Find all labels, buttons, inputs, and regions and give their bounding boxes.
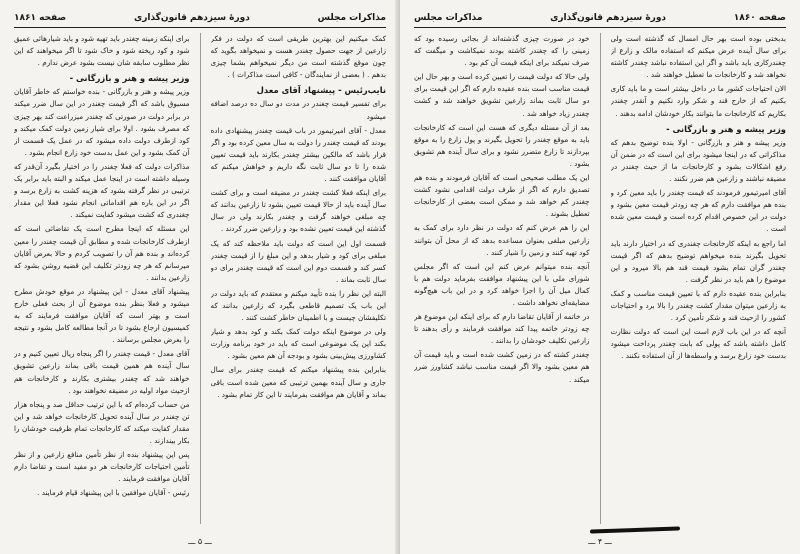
right-session-title: دورهٔ سیزدهم قانون‌گذاری — [550, 13, 667, 23]
paragraph: البته این نظر را بنده تأیید میکنم و معتقدم که باید دولت در این باب یک تصمیم قاطعی بگیرد که زارعین بدانند که تکلیفشان چیست و با اطمینان خاطر کشت کنند . — [210, 288, 386, 323]
paragraph: در خاتمه از آقایان تقاضا دارم که برای اینکه این موضوع هر چه زودتر خاتمه پیدا کند موافقت فرمایند و رأی بدهند تا زارعین تکلیف خودشان را بدانند . — [414, 312, 590, 346]
right-column-right — [611, 33, 787, 524]
paragraph: برای اینکه زمینه چغندر باید تهیه شود و باید شیارهائی عمیق شود و کود ریخته شود و خاک شود تا اگر میخواهند که این نظر مطلوب سابقه شان نیست بشود عرض ندارم . — [14, 34, 190, 68]
paragraph: ولی حالا که دولت قیمت را تعیین کرده است و بهر حال این قیمت مناسب است بنده عقیده دارم که اگر این قیمت برای دو سال ثابت بماند زارعین تشویق خواهند شد و کشت چغندر زیاد خواهد شد . — [414, 72, 590, 118]
left-session-title: دورهٔ سیزدهم قانون‌گذاری — [133, 13, 250, 23]
section-heading: نایب‌رئیس - پیشنهاد آقای معدل — [256, 85, 386, 96]
right-header-rule — [414, 27, 786, 28]
paragraph: مذاکرات دولت که فعلا چغندر را در اختیار بگیرد آن‌قدر که وسیله داشته است در اینجا عمل میکند و البته باید برابر یک ترتیبی در نظر گرفته بشود که هزینه کشت به زارع برسد و اگر در این باره هم اقداماتی انجام نشود فعلا این مقدار چغندری که کشت میشود کفایت نمیکند . — [14, 161, 190, 220]
paragraph: چغندر کشته که در زمین کشت شده است و باید قیمت آن هم معین بشود والا اگر قیمت مناسب نباشد کشاورز ضرر میکند . — [414, 350, 590, 384]
paragraph: من حساب کرده‌ام که با این ترتیب حداقل صد و پنجاه هزار تن چغندر در سال آینده تحویل کارخانجات خواهد شد و این مقدار کفایت میکند که کارخانجات تمام ظرفیت خودشان را بکار بیندازند . — [14, 399, 190, 445]
paragraph: پیشنهاد آقای معدل - این پیشنهاد در موقع خودش مطرح میشود و فعلا بنظر بنده موضوع آن از بحث فعلی خارج است و بهتر است که آقایان موافقت فرمایند که به کمیسیون ارجاع بشود تا در آنجا مطالعه کامل بشود و نتیجه را بعرض مجلس برسانند . — [14, 286, 190, 345]
paragraph: معدل - آقای امیرتیمور در باب قیمت چغندر پیشنهادی داده بودند که قیمت چغندر را دولت به سال معین کرده بود و اگر قرار باشد که مالکین بیشتر چغندر بکارند باید قیمت تعیین شده را تا دو سال ثابت نگه داریم و خواهش میکنم که آقایان موافقت کنند . — [210, 125, 386, 184]
paragraph: وزیر پیشه و هنر و بازرگانی - بنده خواستم که خاطر آقایان مسبوق باشد که اگر قیمت چغندر در این سال ضرر میکند در برابر دولت در صورتی که چغندر میزراعت کند بهر چیزی که مصرف بشود . اولا برای شیار زمین دولت کمک میکند و کود ازطرف دولت داده میشود که در عمل یک قسمت از آن کمک بشود و این عمل بدست خود زارع انجام بشود . — [14, 87, 190, 157]
left-column-right — [211, 33, 387, 524]
column-divider — [600, 33, 601, 524]
paragraph: وزیر پیشه و هنر و بازرگانی - اولا بنده توضیح بدهم که مذاکراتی که در اینجا میشود برای این است که در ضمن آن رفع اشکالات بشود و کارخانجات ما از حیث چغندر در مضیقه نباشند و زارعین هم ضرر نکنند . — [610, 137, 786, 184]
left-page-columns — [14, 33, 386, 524]
right-page-number: صفحه ۱۸۶۰ — [733, 13, 786, 23]
left-page-footer: ـــ ۵ ـــ — [188, 537, 212, 546]
paragraph: برای اینکه فعلا کشت چغندر در مضیقه است و برای کشت سال آینده باید از حالا قیمت تعیین بشود تا زارعین بدانند که چه مبلغی خواهند گرفت و چغندر بکارند ولی در سال گذشته این قیمت تعیین نشده بود و زارعین ضرر کردند . — [210, 188, 386, 234]
left-page-number: صفحه ۱۸۶۱ — [14, 13, 67, 23]
paragraph: بعد از آن مسئله دیگری که هست این است که کارخانجات باید به موقع چغندر را تحویل بگیرند و پول زارع را به موقع بپردازند تا زارع متضرر نشود و برای سال آینده هم تشویق بشود . — [414, 122, 590, 168]
paragraph: پس این پیشنهاد بنده از نظر تأمین منافع زارعین و از نظر تأمین احتیاجات کارخانجات هر دو مفید است و تقاضا دارم آقایان موافقت فرمایند . — [14, 450, 190, 484]
paragraph: کمک میکنیم این بهترین طریقی است که دولت در فکر زارعین از جهت حصول چغندر هست و نمیخواهد بگوید که چون موقع گذشته است من دیگر نمیخواهم بشما چیزی بدهم . ( بعضی از نمایندگان - کافی است مذاکرات ) . — [210, 34, 386, 80]
paragraph: آقای امیرتیمور فرمودند که قیمت چغندر را باید معین کرد و بنده هم موافقت دارم که هر چه زودتر قیمت معین بشود و دولت در این خصوص اقدام کرده است و قیمت معین شده است . — [610, 188, 786, 234]
paragraph: بنابراین بنده پیشنهاد میکنم که قیمت چغندر برای سال جاری و سال آینده بهمین ترتیبی که معین شده است باقی بماند و آقایان هم موافقت بفرمایند تا این کار تمام بشود . — [210, 365, 386, 399]
column-divider — [200, 33, 201, 524]
paragraph: اما راجع به اینکه کارخانجات چغندری که در اختیار دارند باید تحویل بگیرند بنده میخواهم توضیح بدهم که اگر قیمت چغندر گران تمام بشود قیمت قند هم بالا میرود و این موضوع را هم باید در نظر گرفت . — [610, 238, 786, 284]
right-page — [400, 0, 800, 554]
paragraph: قسمت اول این است که دولت باید ملاحظه کند که یک مبلغی برای کود و شیار بدهد و این مبلغ را از قیمت چغندر کسر کند و قسمت دوم این است که قیمت چغندر برای دو سال ثابت بماند . — [210, 238, 386, 284]
paragraph: خود در صورت چیزی گذشته‌اند از بجائی رسیده بود که زمینی را که چغندر کاشته بودند نمیکاشت و میگفت که صرف نمیکند برای اینکه قیمت آن کم بود . — [414, 34, 590, 68]
left-page-header — [14, 10, 386, 26]
right-page-header — [414, 10, 786, 26]
paragraph: بنابراین بنده عقیده دارم که با تعیین قیمت مناسب و کمک به زارعین میتوان مقدار کشت چغندر را بالا برد و احتیاجات کشور را ازحیث قند و شکر تأمین کرد . — [610, 288, 786, 323]
paragraph: این مسئله که اینجا مطرح است یک تقاضائی است که ازطرف کارخانجات شده و مطابق آن قیمت چغندر را معین کرده‌اند و بنده هم آن را تصویب کردم و حالا بعرض آقایان میرسانم که هر چه زودتر تکلیف این قضیه روشن بشود که زارعین بدانند . — [14, 224, 190, 282]
paragraph: آنچه که در این باب لازم است این است که دولت نظارت کامل داشته باشد که پولی که بابت چغندر پرداخت میشود بدست خود زارع برسد و واسطه‌ها از آن استفاده نکنند . — [610, 327, 786, 361]
left-proceedings-title: مذاکرات مجلس — [317, 13, 386, 23]
right-proceedings-title: مذاکرات مجلس — [414, 13, 483, 23]
paragraph: آقای معدل - قیمت چغندر را اگر پنجاه ریال تعیین کنیم و در سال آینده هم همین قیمت باقی بماند زارعین تشویق خواهند شد که چغندر بیشتری بکارند و کارخانجات هم ازحیث مواد اولیه در مضیقه نخواهند بود . — [14, 349, 190, 395]
paragraph: این را هم عرض کنم که دولت در نظر دارد برای کمک به زارعین مبلغی بعنوان مساعده بدهد که از محل آن بتوانند کود تهیه کنند و زمین را شیار کنند . — [414, 223, 590, 257]
left-header-rule — [14, 27, 386, 28]
paragraph: آنچه بنده میتوانم عرض کنم این است که اگر مجلس شورای ملی با این پیشنهاد موافقت بفرماید دولت هم با کمال میل آن را اجرا خواهد کرد و در این باب هیچ‌گونه مضایقه‌ای نخواهد داشت . — [414, 261, 590, 307]
paragraph: ولی در موضوع اینکه دولت کمک بکند و کود بدهد و شیار بکند این یک موضوعی است که باید در خود برنامه وزارت کشاورزی پیش‌بینی بشود و بودجه آن هم معین بشود . — [210, 327, 386, 361]
paragraph: الان احتیاجات کشور ما در داخل بیشتر است و ما باید کاری بکنیم که از خارج قند و شکر وارد نکنیم و آنقدر چغندر بکاریم که کارخانجات ما بتوانند بکار خودشان ادامه بدهند . — [610, 84, 786, 118]
paragraph: رئیس - آقایان موافقین با این پیشنهاد قیام فرمایند . — [37, 488, 190, 498]
left-column-left — [14, 33, 190, 524]
right-column-left — [414, 33, 590, 524]
section-heading: وزیر پیشه و هنر و بازرگانی - — [666, 123, 786, 134]
paragraph: برای تفسیر قیمت چغندر در مدت دو سال ده درصد اضافه میشود — [210, 99, 386, 121]
paragraph: بدبختی بوده است بهر حال امسال که گذشته است ولی برای سال آینده عرض میکنم که استفاده مالک و زارع از چغندرکاری باید باشد و اگر این استفاده نباشد چغندر کاشته نخواهد شد و کارخانجات ما تعطیل خواهند شد . — [610, 34, 786, 80]
paragraph: این یک مطلب صحیحی است که آقایان فرمودند و بنده هم تصدیق دارم که اگر از طرف دولت اقدامی نشود کشت چغندر کم خواهد شد و ممکن است بعضی از کارخانجات تعطیل بشوند . — [414, 173, 590, 219]
right-page-footer: ـــ ۴ ـــ — [588, 537, 612, 546]
right-page-columns — [414, 33, 786, 524]
section-heading: وزیر پیشه و هنر و بازرگانی - — [69, 73, 190, 84]
